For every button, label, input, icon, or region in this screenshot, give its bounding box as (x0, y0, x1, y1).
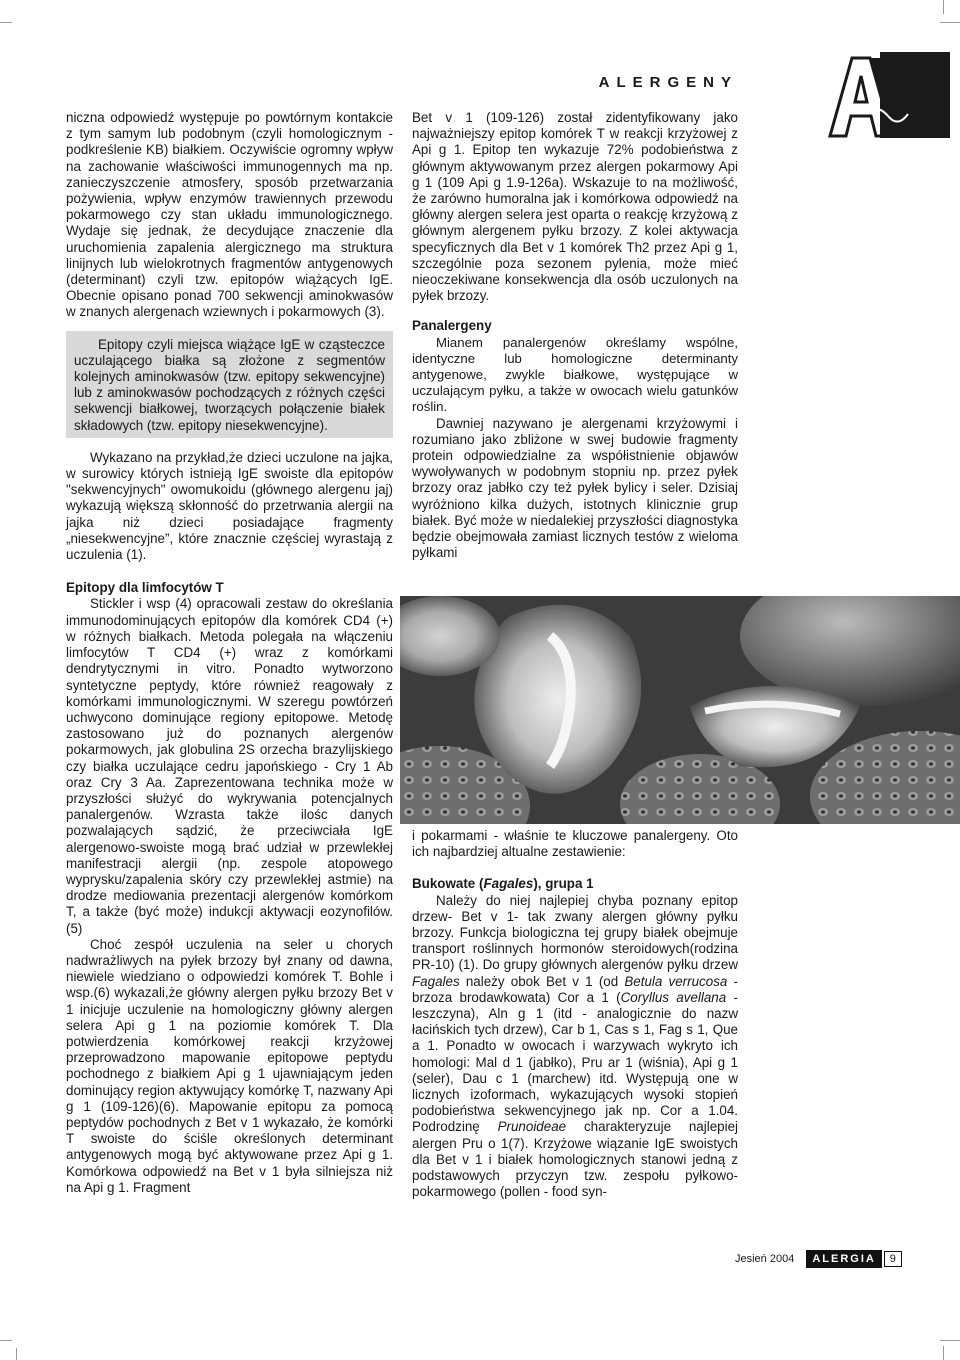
heading-part: Bukowate ( (412, 876, 484, 892)
paragraph: i pokarmami - właśnie te kluczowe panalergeny. Oto ich najbardziej altualne zestawienie: (412, 828, 738, 860)
latin-term: Fagales (412, 973, 460, 989)
text-run: - brzoza brodawkowata) Cor a 1 ( (412, 973, 739, 1005)
section-logo (822, 52, 950, 138)
definition-box (66, 331, 393, 438)
heading-part: ), grupa 1 (533, 876, 594, 892)
paragraph: Stickler i wsp (4) opracowali zestaw do określania immunodominujących epitopów dla komórek CD4 (+) w różnych białkach. Metoda polegała na włączeniu limfocytów T CD4 (+) wraz z komórkami dendrytycznymi in vitro. Ponadto wytworzono syntetyczne peptydy, które również reagowały z komórkami immunologicznymi. W szeregu powtórzeń uchwycono dominujące regiony epitopowe. Metodę zastosowano już do poznanych alergenów pokarmowych, jak globulina 2S orzecha brazylijskiego czy białka uczulające cedru japońskiego - Cry 1 Ab oraz Cry 3 Aa. Zaprezentowana technika może w przyszłości służyć do wykrywania potencjalnych panalergenów. Wzrasta także ilośc danych pozwalających sądzić, że przeciwciała IgE alergenowo-swoiste mogą brać udział w przewlekłej manifestracji alergii (np. zespole atopowego wyprysku/zapalenia skóry czy przewlekłej astmie) na drodze mediowania prezentacji alergenów komórkom T, a także (być może) indukcji aktywacji eozynofilów. (5) (66, 596, 393, 936)
heading-italic: Fagales (483, 876, 534, 892)
section-heading (412, 876, 738, 892)
crop-mark (16, 1348, 17, 1360)
magazine-name: ALERGIA (806, 1250, 882, 1268)
crop-mark (940, 22, 960, 23)
paragraph: Bet v 1 (109-126) został zidentyfikowany jako najważniejszy epitop komórek T w reakcji krzyżowej z Api g 1. Epitop ten wykazuje 72% podobieństwa z głównym aktywowanym przez alergen pokarmowy Api g 1 (109 Api g 1.9-126a). Wskazuje to na możliwość, że zarówno humoralna jak i komórkowa odpowiedź na główny alergen selera jest oparta o reakcję krzyżową z głównym alergenem pyłku brzozy. Z kolei aktywacja specyficznych dla Bet v 1 komórek Th2 przez Api g 1, szczególnie poza sezonem pylenia, może mieć nieoczekiwane konsekwencja dla osób uczulonych na pyłek brzozy. (412, 110, 738, 304)
page-number: 9 (884, 1251, 902, 1267)
text-run: Należy do niej najlepiej chyba poznany epitop drzew- Bet v 1- tak zwany alergen główny pyłku brzozy. Funkcja biologiczna tej grupy białek obejmuje transport roślinnych hormonów steroidowych(rodzina PR-10) (1). Do grupy głównych alergenów pyłku drzew (412, 892, 738, 973)
section-heading: Panalergeny (412, 318, 492, 334)
crop-mark (0, 22, 12, 23)
latin-term: Betula verrucosa (624, 973, 728, 989)
logo-letter: A (822, 52, 823, 53)
crop-mark (940, 1340, 960, 1341)
paragraph: Wykazano na przykład,że dzieci uczulone na jajka, w surowicy których istnieją IgE swoiste dla epitopów "sekwencyjnych" owomukoidu (głównego alergenu jaj) wykazują większą skłonność do przetrwania alergii na jajka niż dzieci posiadające fragmenty „niesekwencyjne”, które znacznie częściej wyrastają z uczulenia (1). (66, 449, 393, 563)
paragraph (412, 893, 738, 1201)
strawberry-photo (400, 596, 960, 824)
latin-term: Coryllus avellana (620, 989, 727, 1005)
crop-mark (943, 1346, 944, 1360)
box-text: Epitopy czyli miejsca wiążące IgE w cząsteczce uczulającego białka są złożone z segmentów kolejnych aminokwasów (tzw. epitopy sekwencyjne) lub z aminokwasów pochodzących z różnych części sekwencji białkowej, tworzących połączenie białek składowych (tzw. epitopy niesekwencyjne). (74, 336, 385, 433)
page-footer (735, 1250, 902, 1268)
crop-mark (0, 1340, 12, 1341)
right-column-top (412, 110, 738, 561)
paragraph: Dawniej nazywano je alergenami krzyżowymi i rozumiano jako zbliżone w swej budowie fragmenty protein odpowiedzialne za współistnienie objawów wywoływanych w podobnym stopniu np. przez pyłek brzozy oraz jabłko czy też pyłek bylicy i seler. Dzisiaj wyróżniono kilka dużych, istotnych klinicznie grup białek. Być może w niedalekiej przyszłości diagnostyka będzie obejmowała zamiast licznych testów z wieloma pyłkami (412, 415, 738, 561)
issue-season: Jesień 2004 (735, 1253, 795, 1265)
paragraph: niczna odpowiedź występuje po powtórnym kontakcie z tym samym lub podobnym (czyli homologicznym - podkreślenie KB) białkiem. Oczywiście ogromny wpływ na zachowanie właściwości immunogennych ma np. zanieczyszczenie atmosfery, sposób przetwarzania pożywienia, wpływ enzymów trawiennych przewodu pokarmowego czy stan układu immunologicznego. Wydaje się jednak, że decydujące znaczenie dla uruchomienia zapalenia alergicznego ma struktura linijnych lub wielokrotnych fragmentów antygenowych (determinant) czyli tzw. epitopów wiążących IgE. Obecnie opisano ponad 700 sekwencji aminokwasów w znanych alergenach wziewnych i pokarmowych (3). (66, 110, 393, 320)
right-column-bottom (412, 828, 738, 1200)
left-column (66, 110, 393, 1196)
paragraph: Choć zespół uczulenia na seler u chorych nadwrażliwych na pyłek brzozy był znany od dawna, niewiele wiedziano o odpowiedzi komórek T. Bohle i wsp.(6) wykazali,że główny alergen pyłku brzozy Bet v 1 inicjuje uczulenie na homologiczny główny alergen selera Api g 1 na poziomie komórek T. Dla potwierdzenia komórkowej reakcji krzyżowej przeprowadzono mapowanie epitopowe peptydu pochodnego z białkiem Api g 1 ujawniającym jeden dominujący region aktywujący komórkę T, nazwany Api g 1 (109-126)(6). Mapowanie epitopu za pomocą peptydów pochodnych z Bet v 1 wykazało, że komórki T swoiste do ściśle określonych determinant antygenowych mogą być aktywowane przez Api g 1. Komórkowa odpowiedź na Bet v 1 była silniejsza niż na Api g 1. Fragment (66, 936, 393, 1195)
text-run: należy obok Bet v 1 (od (459, 973, 625, 989)
section-title: ALERGENY (598, 74, 738, 91)
paragraph: Mianem panalergenów określamy wspólne, identyczne lub homologiczne determinanty antygenowe, zwykle białkowe, występujące w uczulającym pyłku, a także w owocach wielu gatunków roślin. (412, 334, 738, 415)
latin-term: Prunoideae (497, 1119, 567, 1135)
text-run: charakteryzuje najlepiej alergen Pru o 1(7). Krzyżowe wiązanie IgE swoistych dla Bet v 1 i białek homologicznych stanowi jedną z podstawowych przyczyn tzw. zespołu pyłkowo-pokarmowego (pollen - food syn- (412, 1119, 738, 1200)
text-run: - leszczyna), Aln g 1 (itd - analogicznie do nazw łacińskich tych drzew), Car b 1, Cas s 1, Fag s 1, Que a 1. Ponadto w owocach i warzywach wykryto ich homologi: Mal d 1 (jabłko), Pru ar 1 (wiśnia), Api g 1 (seler), Dau c 1 (marchew) itd. Występują one w licznych izoformach, wykazujących wysoki stopień podobieństwa sekwencyjnego jak np. Cor a 1.04. Podrodzinę (412, 989, 738, 1135)
crop-mark (943, 0, 944, 14)
section-heading: Epitopy dla limfocytów T (66, 580, 224, 596)
